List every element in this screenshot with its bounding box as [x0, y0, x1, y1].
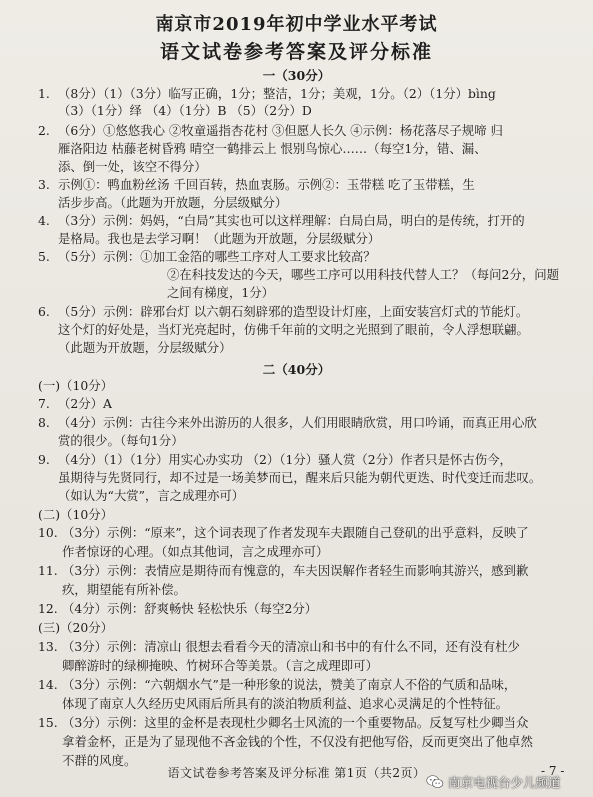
- q6-line2: 这个灯的好处是，当灯光亮起时，仿佛千年前的文明之光照到了眼前，令人浮想联翩。: [58, 322, 529, 337]
- q15-line3: 不群的风度。: [62, 753, 137, 768]
- watermark-text: 南京电视台少儿频道: [448, 775, 561, 790]
- subsection-two-heading: (二)（10分）: [38, 507, 113, 522]
- q15-number: 15.: [38, 715, 58, 730]
- q13-line2: 卿醉游时的绿柳掩映、竹树环合等美景。（言之成理即可）: [62, 658, 378, 673]
- q9-line2: 虽期待与先贤同行，却不过是一场美梦而已，醒来后只能为朝代更迭、时代变迁而悲叹。: [58, 470, 542, 485]
- q2-line1: （6分）①悠悠我心 ②牧童遥指杏花村 ③但愿人长久 ④示例：杨花落尽子规啼 归: [58, 123, 503, 138]
- q14-line1: （3分）示例：“六朝烟水气”是一种形象的说法，赞美了南京人不俗的气质和品味，: [62, 677, 517, 692]
- q9-number: 9.: [38, 452, 50, 467]
- q12-number: 12.: [38, 601, 58, 616]
- q1-number: 1.: [38, 86, 50, 101]
- q2-line2: 雁洛阳边 枯藤老树昏鸦 晴空一鹤排云上 恨别鸟惊心……（每空1分，错、漏、: [58, 141, 487, 156]
- q5-line1: （5分）示例：①加工金箔的哪些工序对人工要求比较高？: [58, 249, 376, 264]
- q11-line2: 疚，期望能有所补偿。: [62, 582, 186, 597]
- q9-line1: （4分）（1）（1分）用实心办实功 （2）（1分）骚人赏（2分）作者只是怀古伤今，: [58, 452, 512, 467]
- q12-line1: （4分）示例：舒爽畅快 轻松快乐（每空2分）: [62, 601, 318, 616]
- page-subtitle: 语文试卷参考答案及评分标准: [159, 41, 433, 63]
- page-number: - 7 -: [541, 764, 565, 778]
- q10-line1: （3分）示例：“原来”，这个词表现了作者发现车夫跟随自己登矶的出乎意料，反映了: [62, 525, 529, 540]
- q4-line2: 是格局。我也是去学习啊！（此题为开放题，分层级赋分）: [58, 231, 381, 246]
- q14-line2: 体现了南京人久经历史风雨后所具有的淡泊物质利益、追求心灵满足的个性特征。: [62, 696, 509, 711]
- q8-line2: 赏的很少。（每句1分）: [58, 433, 184, 448]
- q15-line1: （3分）示例：这里的金杯是表现杜少卿名士风流的一个重要物品。反复写杜少卿当众: [62, 715, 529, 730]
- q5-line3: 之间有梯度，1分）: [167, 285, 275, 300]
- q11-number: 11.: [38, 563, 58, 578]
- q2-number: 2.: [38, 123, 50, 138]
- q8-number: 8.: [38, 415, 50, 430]
- q10-number: 10.: [38, 525, 58, 540]
- q13-line1: （3分）示例：清凉山 很想去看看今天的清凉山和书中的有什么不同，还有没有杜少: [62, 639, 520, 654]
- page-title: 南京市2019年初中学业水平考试: [155, 14, 438, 35]
- q15-line2: 拿着金杯，正是为了显现他不吝金钱的个性，不仅没有把他写俗，反而更突出了他卓然: [62, 734, 533, 749]
- page-footer: 语文试卷参考答案及评分标准 第1页（共2页）: [167, 766, 426, 780]
- q4-number: 4.: [38, 213, 50, 228]
- q11-line1: （3分）示例：表情应是期待而有愧意的，车夫因误解作者轻生而影响其游兴，感到歉: [62, 563, 529, 578]
- q7-line1: （2分）A: [58, 396, 113, 411]
- q4-line1: （3分）示例：妈妈，“白局”其实也可以这样理解：白局白局，明白的是传统，打开的: [58, 213, 525, 228]
- q3-line2: 活步步高。（此题为开放题，分层级赋分）: [58, 195, 288, 210]
- q2-line3: 添、倒一处，该空不得分）: [58, 159, 207, 174]
- q3-number: 3.: [38, 177, 50, 192]
- q3-line1: 示例①：鸭血粉丝汤 千回百转，热血衷肠。示例②：玉带糕 吃了玉带糕，生: [58, 177, 475, 192]
- watermark: [426, 772, 561, 792]
- subsection-three-heading: (三)（20分）: [38, 620, 113, 635]
- q6-number: 6.: [38, 304, 50, 319]
- section-two-heading: 二（40分）: [262, 362, 331, 377]
- q5-line2: ②在科技发达的今天，哪些工序可以用科技代替人工？（每问2分，问题: [167, 267, 559, 282]
- q5-number: 5.: [38, 249, 50, 264]
- section-one-heading: 一（30分）: [262, 68, 331, 83]
- q1-line1: （8分）（1）（3分）临写正确，1分；整洁，1分；美观，1分。（2）（1分）bìng: [58, 86, 496, 101]
- q6-line1: （5分）示例：辟邪台灯 以六朝石刻辟邪的造型设计灯座，上面安装宫灯式的节能灯。: [58, 304, 529, 319]
- q6-line3: （此题为开放题，分层级赋分）: [58, 340, 232, 355]
- q14-number: 14.: [38, 677, 58, 692]
- q9-line3: （如认为“大赏”，言之成理亦可）: [58, 488, 245, 503]
- q10-line2: 作者惊讶的心理。（如点其他词，言之成理亦可）: [62, 544, 329, 559]
- subsection-one-heading: (一)（10分）: [38, 378, 113, 393]
- wechat-icon: [426, 774, 444, 790]
- q7-number: 7.: [38, 396, 50, 411]
- q13-number: 13.: [38, 639, 58, 654]
- q8-line1: （4分）示例：古往今来外出游历的人很多，人们用眼睛欣赏，用口吟诵，而真正用心欣: [58, 415, 537, 430]
- q1-line2: （3）（1分）绎 （4）（1分）B （5）（2分）D: [58, 103, 312, 118]
